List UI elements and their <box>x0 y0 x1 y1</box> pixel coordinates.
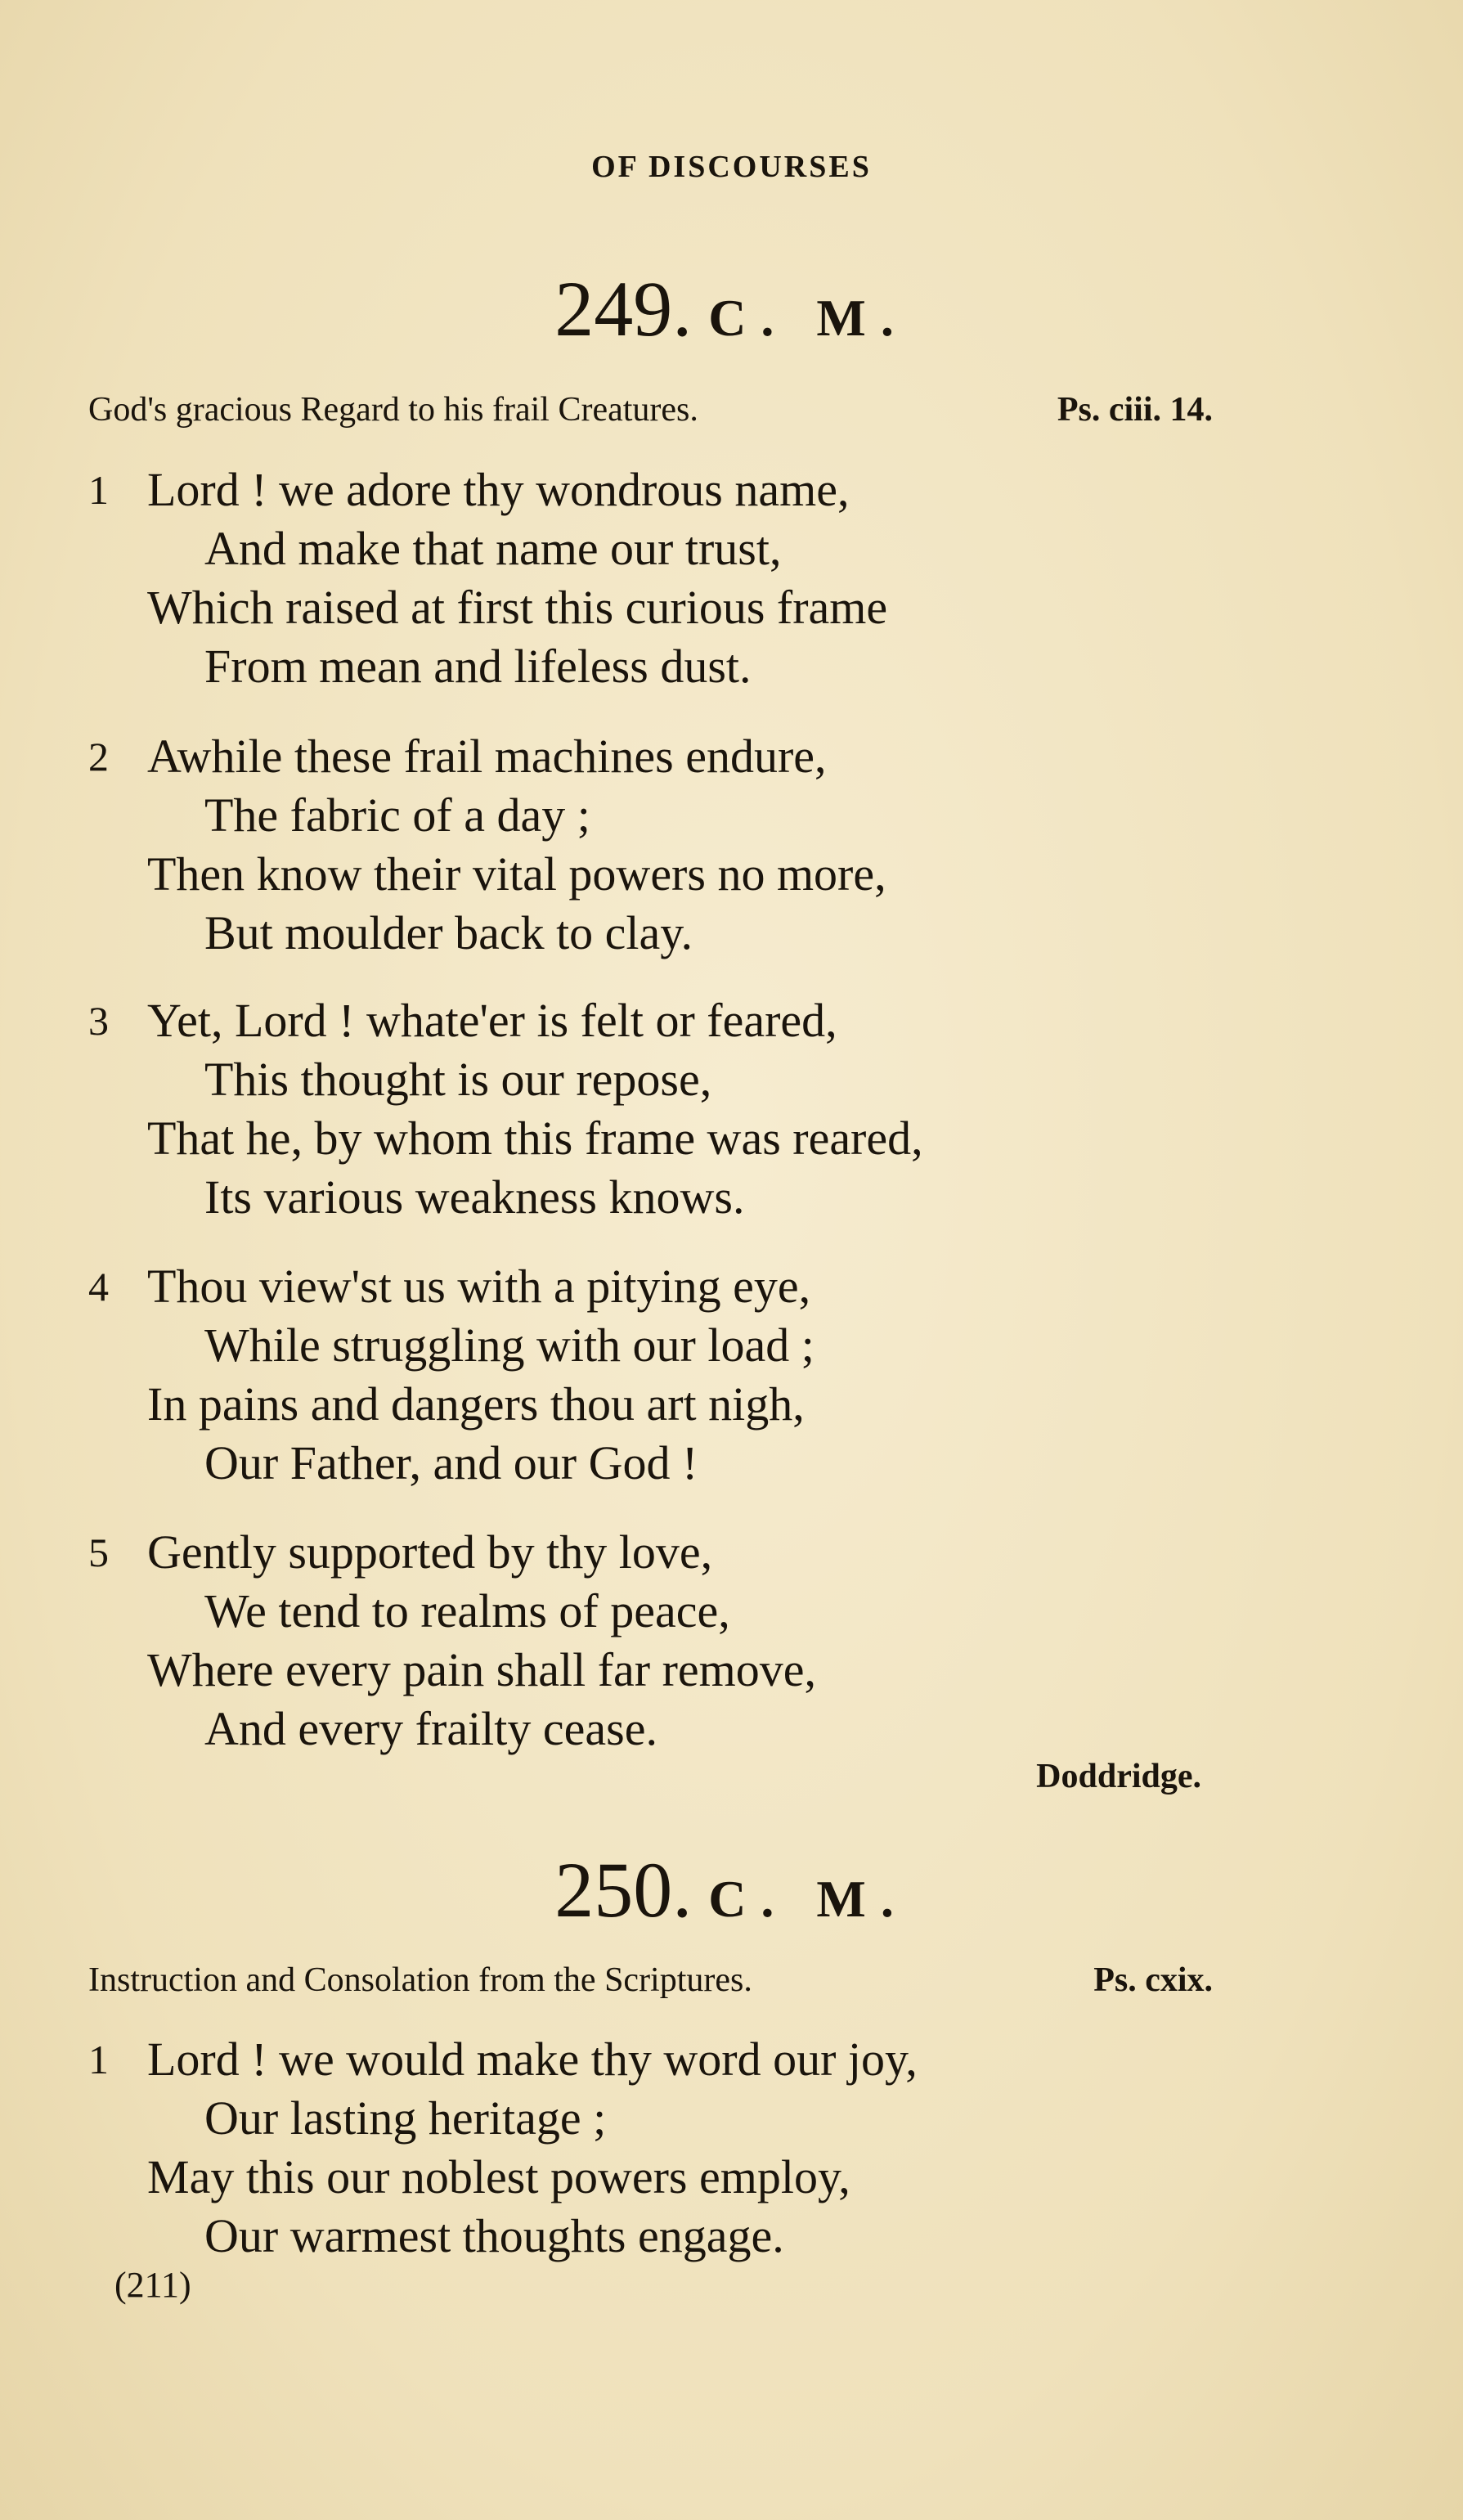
stanza <box>82 460 1227 696</box>
verse-text: Thou view'st us with a pitying eye, <box>147 1260 811 1313</box>
verse-line: And make that name our trust, <box>204 522 782 575</box>
hymn-number: 250. <box>554 1846 693 1934</box>
verse-line <box>82 991 1227 1050</box>
hymn-subtitle-text: God's gracious Regard to his frail Creatures. <box>88 391 698 429</box>
stanza-number: 4 <box>88 1264 109 1309</box>
hymn-250-title <box>0 1846 1463 1934</box>
stanza-number: 1 <box>88 467 109 513</box>
page-number: (211) <box>114 2265 191 2305</box>
hymn-number: 249. <box>554 265 693 353</box>
hymn-author: Doddridge. <box>1036 1758 1201 1795</box>
verse-line: But moulder back to clay. <box>204 906 693 959</box>
hymn-meter: C. M. <box>708 1870 909 1928</box>
verse-text: Lord ! we would make thy word our joy, <box>147 2033 918 2086</box>
stanza <box>82 727 1227 963</box>
verse-line: Our Father, and our God ! <box>204 1436 698 1489</box>
verse-text: Yet, Lord ! whate'er is felt or feared, <box>147 994 837 1047</box>
verse-line: The fabric of a day ; <box>204 788 590 842</box>
hymn-subtitle-text: Instruction and Consolation from the Scriptures. <box>88 1961 752 1999</box>
verse-line: Then know their vital powers no more, <box>147 847 886 901</box>
stanza <box>82 2030 1227 2266</box>
stanza <box>82 991 1227 1227</box>
verse-text: Lord ! we adore thy wondrous name, <box>147 463 850 516</box>
verse-line: And every frailty cease. <box>204 1702 657 1755</box>
verse-line: In pains and dangers thou art nigh, <box>147 1377 805 1431</box>
scripture-reference: Ps. cxix. <box>1093 1961 1213 1999</box>
verse-line <box>82 727 1227 786</box>
hymn-meter: C. M. <box>708 289 909 347</box>
verse-line: Where every pain shall far remove, <box>147 1643 817 1696</box>
stanza-number: 2 <box>88 734 109 779</box>
verse-text: Gently supported by thy love, <box>147 1525 713 1579</box>
verse-line: Our lasting heritage ; <box>204 2091 607 2145</box>
hymn-249-title <box>0 265 1463 353</box>
verse-line <box>82 2030 1227 2089</box>
running-head: OF DISCOURSES <box>591 150 872 184</box>
verse-line: Its various weakness knows. <box>204 1170 745 1224</box>
hymn-249-subtitle <box>88 390 1213 429</box>
verse-line <box>82 1523 1227 1582</box>
verse-line: We tend to realms of peace, <box>204 1584 730 1637</box>
verse-line: That he, by whom this frame was reared, <box>147 1112 923 1165</box>
verse-line: From mean and lifeless dust. <box>204 640 752 693</box>
scripture-reference: Ps. ciii. 14. <box>1057 391 1213 429</box>
stanza <box>82 1523 1227 1759</box>
stanza <box>82 1257 1227 1493</box>
verse-line <box>82 460 1227 519</box>
verse-line: While struggling with our load ; <box>204 1318 815 1372</box>
verse-line: May this our noblest powers employ, <box>147 2150 850 2203</box>
verse-line <box>82 1257 1227 1316</box>
verse-line: Which raised at first this curious frame <box>147 581 888 634</box>
stanza-number: 5 <box>88 1530 109 1575</box>
stanza-number: 1 <box>88 2037 109 2082</box>
hymn-250-subtitle <box>88 1961 1213 2000</box>
verse-text: Awhile these frail machines endure, <box>147 730 827 783</box>
verse-line: Our warmest thoughts engage. <box>204 2209 784 2262</box>
stanza-number: 3 <box>88 998 109 1044</box>
verse-line: This thought is our repose, <box>204 1053 712 1106</box>
